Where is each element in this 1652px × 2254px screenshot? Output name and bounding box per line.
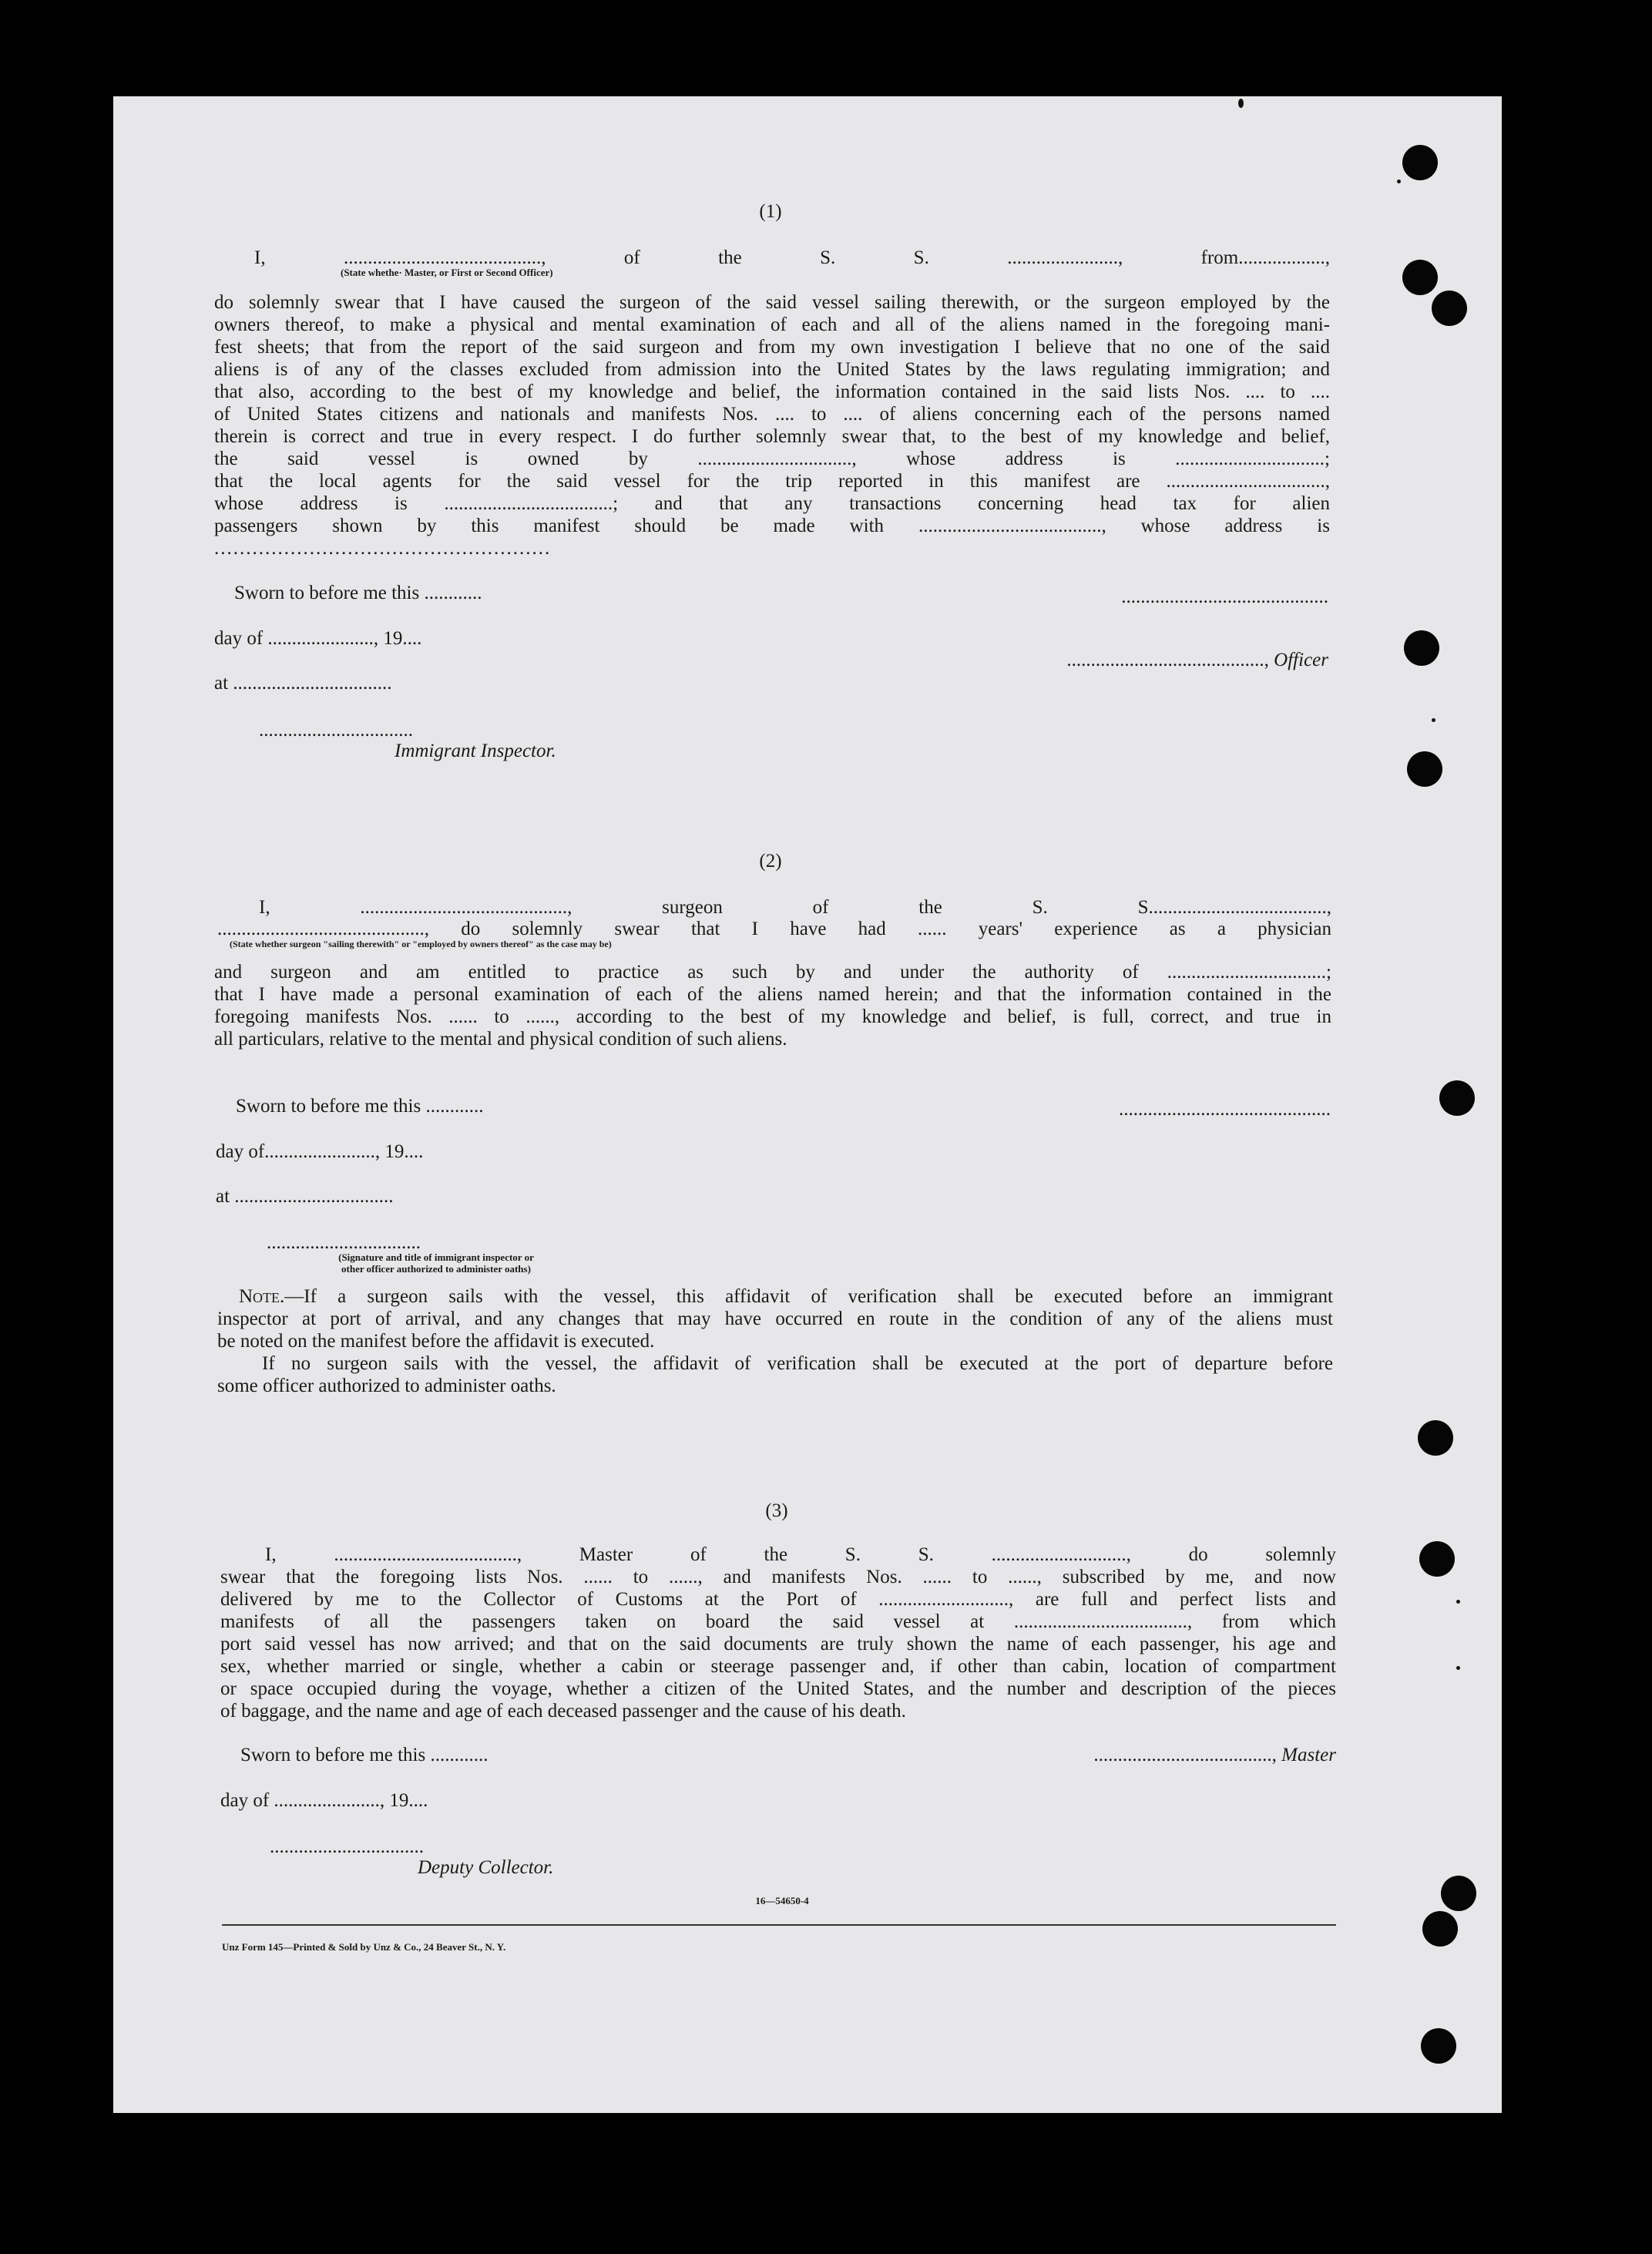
text-line: owners thereof, to make a physical and mental examination of each and all of the aliens named in the foregoing mani- xyxy=(214,314,1330,335)
punch-hole xyxy=(1402,145,1438,180)
text-line: therein is correct and true in every respect. I do further solemnly swear that, to the best of my knowledge and belief, xyxy=(214,426,1330,447)
section-number: (3) xyxy=(765,1500,788,1521)
text-line: all particulars, relative to the mental and physical condition of such aliens. xyxy=(214,1029,787,1050)
officer-signature-line xyxy=(771,649,1328,671)
officer-signature-line-top: ........................................... xyxy=(1121,586,1328,607)
text-line: manifests of all the passengers taken on board the said vessel at ...................................., from which xyxy=(220,1611,1336,1632)
text-line: inspector at port of arrival, and any changes that may have occurred en route in the condition of any of the aliens must xyxy=(217,1308,1333,1329)
footer-rule xyxy=(222,1924,1336,1926)
text-line: be noted on the manifest before the affidavit is executed. xyxy=(217,1331,655,1352)
collector-signature-line: ................................ xyxy=(270,1836,424,1857)
punch-hole xyxy=(1422,1911,1458,1947)
text-line: or space occupied during the voyage, whether a citizen of the United States, and the number and description of the pieces xyxy=(220,1678,1336,1699)
text-line: Note.—If a surgeon sails with the vessel, this affidavit of verification shall be executed before an immigrant xyxy=(239,1286,1333,1307)
day-line: day of ......................, 19.... xyxy=(220,1790,428,1811)
text-line: some officer authorized to administer oaths. xyxy=(217,1376,556,1396)
signature-title-note: other officer authorized to administer oaths) xyxy=(341,1263,531,1275)
signature-title: Master xyxy=(1281,1745,1336,1765)
day-line: day of......................., 19.... xyxy=(216,1141,424,1162)
surgeon-status-note: (State whether surgeon "sailing therewith" or "employed by owners thereof" as the case may be) xyxy=(230,939,612,949)
section-number: (1) xyxy=(759,201,782,222)
text-line: swear that the foregoing lists Nos. ...... to ......, and manifests Nos. ...... to ......, subscribed by me, and now xyxy=(220,1567,1336,1587)
inspector-label: Immigrant Inspector. xyxy=(395,741,556,761)
punch-hole xyxy=(1432,291,1467,326)
surgeon-experience-line: ..........................................., do solemnly swear that I have had ...... years' experience as a physician xyxy=(217,919,1331,939)
punch-hole xyxy=(1441,1876,1476,1911)
punch-hole xyxy=(1407,751,1442,787)
punch-hole xyxy=(1421,2028,1456,2064)
signature-title-note: (Signature and title of immigrant inspector or xyxy=(338,1251,534,1263)
text-line: delivered by me to the Collector of Customs at the Port of ..........................., are full and perfect lists and xyxy=(220,1589,1336,1610)
punch-hole xyxy=(1418,1420,1453,1456)
inspector-signature-line: ................................ xyxy=(259,720,413,741)
officer-rank-note: (State whethe· Master, or First or Second Officer) xyxy=(341,267,553,278)
printer-footer: Unz Form 145—Printed & Sold by Unz & Co., 24 Beaver St., N. Y. xyxy=(222,1941,506,1953)
text-line: foregoing manifests Nos. ...... to ......, according to the best of my knowledge and belief, is full, correct, and true in xyxy=(214,1006,1331,1027)
text-line: do solemnly swear that I have caused the surgeon of the said vessel sailing therewith, or the surgeon employed by the xyxy=(214,292,1330,313)
inspector-signature-line: ................................ xyxy=(267,1232,421,1253)
section-number: (2) xyxy=(759,851,782,872)
officer-signature-line: ............................................ xyxy=(1119,1099,1331,1120)
ink-speck xyxy=(1397,180,1401,183)
at-line: at ................................. xyxy=(214,673,392,694)
note-label: Note xyxy=(239,1286,280,1307)
punch-hole xyxy=(1419,1541,1455,1577)
sworn-line: Sworn to before me this ............ xyxy=(240,1745,489,1765)
surgeon-line: I, ..........................................., surgeon of the S. S....................................., xyxy=(259,897,1331,918)
form-code: 16—54650-4 xyxy=(755,1895,809,1906)
day-line: day of ......................, 19.... xyxy=(214,628,422,649)
text-line: port said vessel has now arrived; and that on the said documents are truly shown the name of each passenger, his age and xyxy=(220,1634,1336,1654)
officer-line: I, ........................................., of the S. S. ......................., from.................., xyxy=(254,247,1330,268)
sworn-line: Sworn to before me this ............ xyxy=(236,1096,484,1117)
officer-signature-text: ........................................., Officer xyxy=(1066,650,1328,670)
at-line: at ................................. xyxy=(216,1186,394,1207)
text-line: and surgeon and am entitled to practice as such by and under the authority of .................................; xyxy=(214,962,1331,983)
text-line: aliens is of any of the classes excluded from admission into the United States by the laws regulating immigration; and xyxy=(214,359,1330,380)
text-line: that I have made a personal examination of each of the aliens named herein; and that the information contained in the xyxy=(214,984,1331,1005)
text-line: of baggage, and the name and age of each deceased passenger and the cause of his death. xyxy=(220,1701,906,1722)
punch-hole xyxy=(1402,260,1438,295)
text-line: ..................................................... xyxy=(214,538,552,559)
text-line: I, ......................................, Master of the S. S. ............................, do solemnly xyxy=(265,1544,1336,1565)
collector-label: Deputy Collector. xyxy=(418,1857,554,1878)
punch-hole xyxy=(1439,1080,1475,1116)
ink-speck xyxy=(1432,718,1435,722)
master-signature-line: ....................................., Master xyxy=(1093,1745,1336,1765)
text-line: that also, according to the best of my knowledge and belief, the information contained in the said lists Nos. .... to .... xyxy=(214,381,1330,402)
text-line: of United States citizens and nationals and manifests Nos. .... to .... of aliens concerning each of the persons named xyxy=(214,404,1330,425)
ink-speck xyxy=(1456,1666,1460,1670)
punch-hole xyxy=(1404,630,1439,666)
sworn-line: Sworn to before me this ............ xyxy=(234,583,482,603)
text-line: whose address is ...................................; and that any transactions concerning head tax for alien xyxy=(214,493,1330,514)
text-line: passengers shown by this manifest should be made with ......................................, whose address is xyxy=(214,516,1330,536)
text-line: If no surgeon sails with the vessel, the affidavit of verification shall be executed at the port of departure before xyxy=(262,1353,1333,1374)
ink-speck xyxy=(1238,99,1244,108)
signature-title: Officer xyxy=(1274,650,1328,670)
text-line: the said vessel is owned by ................................, whose address is ...............................; xyxy=(214,448,1330,469)
text-line: sex, whether married or single, whether a cabin or steerage passenger and, if other than cabin, location of compartment xyxy=(220,1656,1336,1677)
text-line: fest sheets; that from the report of the said surgeon and from my own investigation I believe that no one of the said xyxy=(214,337,1330,358)
ink-speck xyxy=(1456,1600,1460,1604)
text-line: that the local agents for the said vessel for the trip reported in this manifest are ................................., xyxy=(214,471,1330,492)
